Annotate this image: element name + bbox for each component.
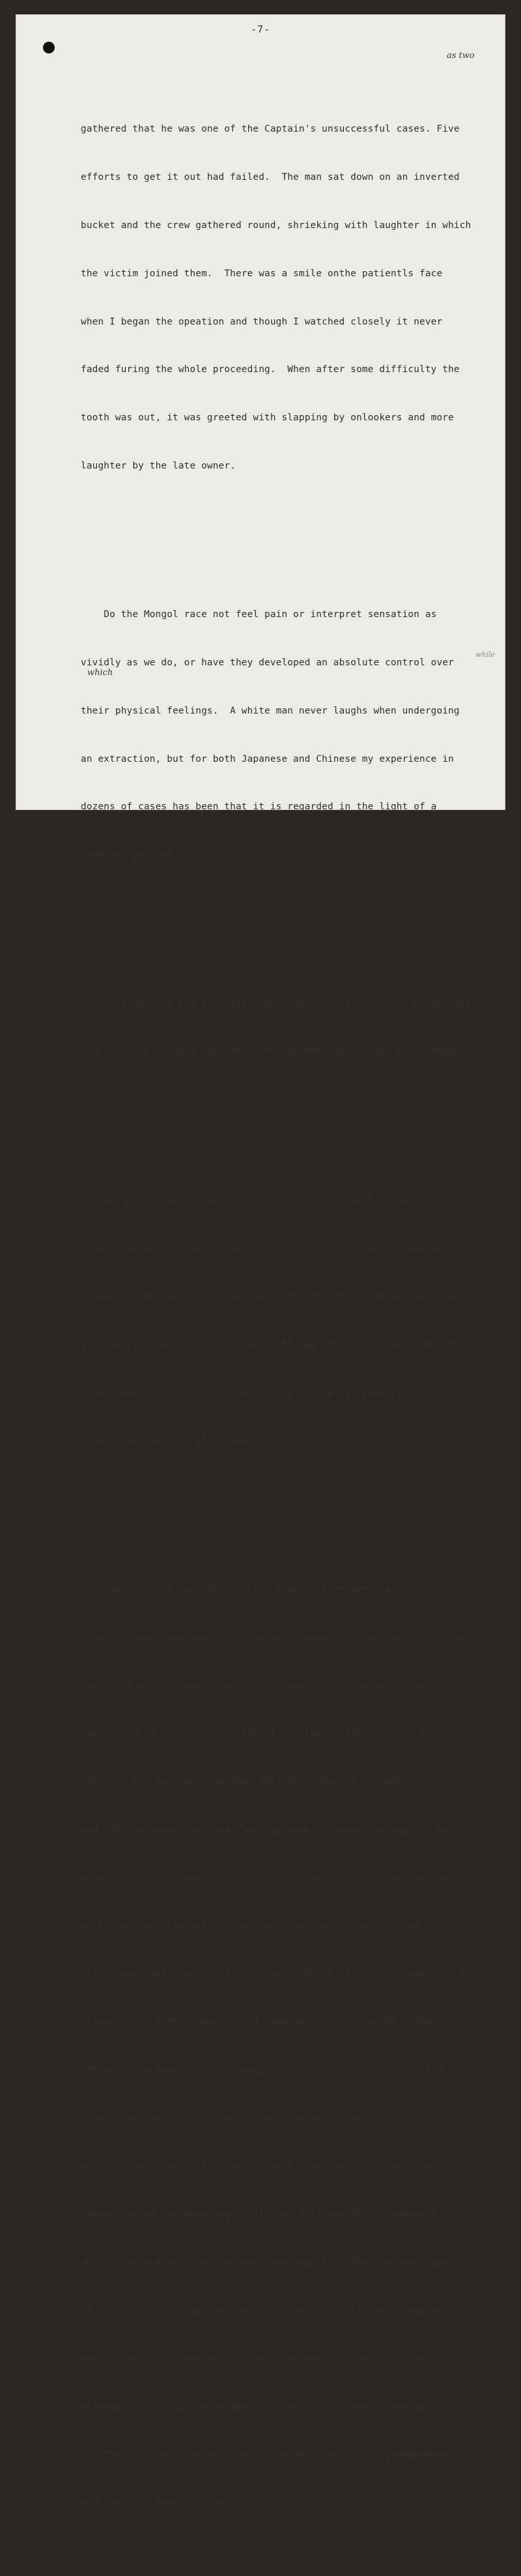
text-line: Tampico in the Gulf of Mexico. (81, 1436, 253, 1447)
text-line: fixed point of the compass card, and nothing else to do. The (81, 2017, 431, 2028)
text-line: of heavy oil is a reminder that no smoking is allowed on board. (81, 2306, 443, 2317)
text-line: Following close behind her came a strange craft, a skeleton of (81, 1195, 460, 1206)
text-line: Carpet making, handweaving, tailoring all have their exponents, (81, 2209, 443, 2220)
text-line: vividly as we do, or have they developed an absolute control over (81, 657, 454, 668)
text-line: and take on provisions and then six weeks of open sea again. No (81, 1825, 449, 1836)
text-line: Year in, year out these ships travel three weeks across the (81, 1584, 443, 1595)
text-line: Once a year, the captain only may take his wife for one trip. (81, 2354, 431, 2365)
paragraph (81, 1550, 511, 2544)
text-line: Atlantic and three weeks back without seeing land and with only two (81, 1632, 466, 1643)
text-line: dozens of cases has been that it is regarded in the light of a (81, 802, 437, 813)
text-line: ashore. At Liverpool two days only are required to empty the tanks (81, 1776, 466, 1787)
text-line: green navigation lights, she moved through the seas like a deserted (81, 1339, 466, 1350)
text-line: humorous proceeding. (81, 850, 196, 861)
body-text (81, 57, 511, 2576)
paragraph (81, 575, 511, 895)
text-line: life - week after week and month after month, keeping a needle on a (81, 1969, 466, 1980)
text-line: clouds of the stormy sky. In complete darkness, save for her red and (81, 1292, 477, 1303)
text-line: out to sea on pontoons, and except for the captain, no one goes (81, 1729, 443, 1740)
text-line: of sub-normal intellect, as no man with any imagination can stand the (81, 1921, 477, 1932)
text-line: bucket and the crew gathered round, shrieking with laughter in which (81, 220, 472, 231)
handwritten-note-while: while (475, 650, 496, 659)
text-line: Otherwise, in complete celibacy and monotony, these crews wait (81, 2402, 437, 2413)
text-line: faded furing the whole proceeding. When after some difficulty the (81, 364, 460, 375)
text-line: hobbies allowed them by their steel and water limitations. Some do (81, 2113, 466, 2124)
text-line: the victim joined them. There was a smile onthe patientls face (81, 268, 443, 279)
punch-hole (43, 42, 55, 53)
text-line: their physical feelings. A white man never laughs when undergoing (81, 705, 460, 716)
text-line: for the day when wireless control renders their ship independant (81, 2450, 449, 2461)
paragraph (81, 89, 511, 506)
text-line: Do the Mongol race not feel pain or interpret sensation as (81, 609, 437, 620)
text-line: efforts to get it out had failed. The man sat down on an inverted (81, 172, 460, 183)
text-line: whilst the endless time renders them experts. The constant reek (81, 2257, 449, 2268)
page-number: -7- (250, 23, 271, 35)
text-line: days stop between each trip. At Tampico the oil pipe is brought (81, 1681, 449, 1692)
handwritten-note-as-two: as two (447, 51, 475, 61)
paragraph (81, 1161, 511, 1481)
text-line: when I began the opeation and though I watched closely it never (81, 316, 443, 327)
text-line: tooth was out, it was greeted with slapping by onlookers and more (81, 412, 454, 424)
text-line: gathered that he was one of the Captain's unsuccessful cases. Five (81, 124, 460, 135)
text-line: steel works gone to sea. She was one of the oil tankers from (81, 1387, 431, 1398)
text-line: and the ship slipped away into the darkness up channel to Liverpool. (81, 1047, 472, 1058)
paragraph (81, 964, 511, 1092)
text-line: wonder that the captains will only take as steersmen individuals (81, 1873, 449, 1884)
text-line: wood carving, others knitting or fine embroidery and needlework. (81, 2162, 449, 2173)
document-page (16, 14, 505, 2509)
text-line: and they are free to live. (81, 2498, 231, 2509)
text-line: angular pipes and trellissed iron work, outlined against the black (81, 1243, 460, 1254)
text-line: an extraction, but for both Japanese and Chinese my experience in (81, 753, 454, 764)
text-line: officers, condemned to this monastic life, live for the limited (81, 2065, 443, 2076)
handwritten-note-which: which (87, 668, 113, 678)
text-line: laughter by the late owner. (81, 460, 236, 471)
text-line: An excellent cup of coffee, more laughter at anything or nothing, (81, 998, 477, 1009)
